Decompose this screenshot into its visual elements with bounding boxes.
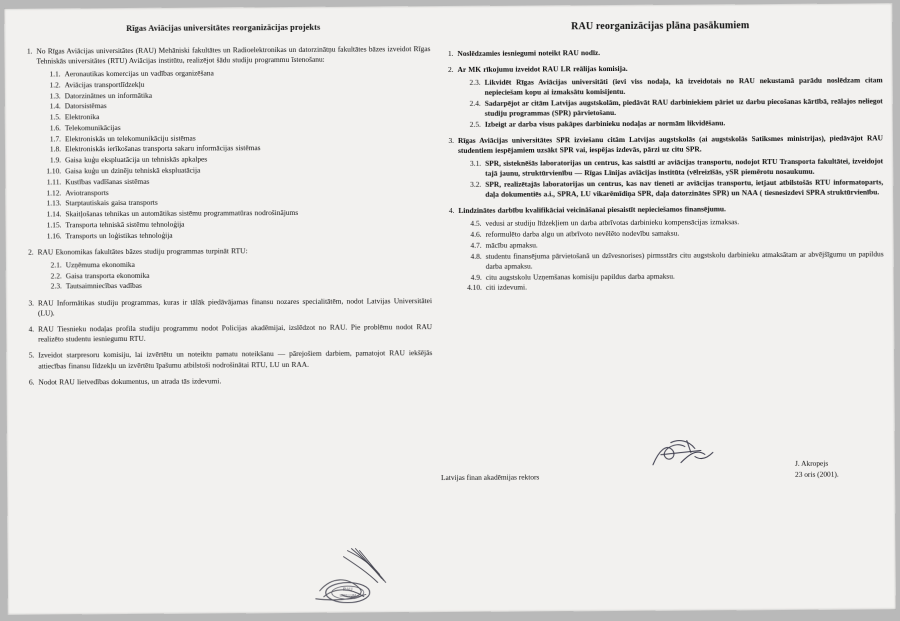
sub-list [439,216,883,293]
scanned-paper [4,3,896,614]
sub-item-text: reformulēto darba algu un atbrīvoto nevēlēto nodevību samaksu. [485,228,680,239]
list-item-text: Lindzinātes darbību kvalifikāciai veicināšanai piesaistīt nepieciešamos finansējumu. [458,204,726,216]
list-item-number: 1. [447,48,454,59]
sub-item-text: Tautsaimniecības vadības [65,281,142,291]
sub-item-text: studentu finansējuma pārvietošanā un dzīvesnorises) pirmsstārs citu augstskolu darbinieku atmaksātam ar abvējšīgumu un papildus darba apmaksu. [485,248,884,271]
list-item [438,46,882,59]
list-item [18,348,432,371]
sub-item-number: 1.13. [46,198,62,208]
sub-item-text: Izbeigt ar darba visus pakāpes darbinieku nodaļas ar normām likvidēšanu. [484,118,726,129]
sub-item-text: Aviotransports [65,187,109,198]
sub-item-number: 2.5. [469,119,481,129]
sub-item-number: 2.3. [469,77,481,87]
sub-item-text: SPR, realizētajās laboratorijas un centrus, kas nav tieneti ar aviācijas transportu, ietjaut atbilstošās RTU informatoparts, daļa dokumentiēs a.i., SPRA, LU vikarēmīdiņa SPR, daļa datorzinātes SPR) un NAA ( tiesnesizdevi SPRA struktūrvienību. [485,177,884,200]
sub-item-text: Likvidēt Rīgas Aviācijas universitāti (ievi viss nodaļa, kā izveidotais no RAU nekustamā parādu noslēdzam citam nepieciešam kopu ai izmaksātu komisijentu. [484,75,883,97]
sub-item-number: 2.2. [50,270,62,281]
list-item-number: 2. [28,247,34,257]
sub-item-number: 1.5. [49,112,61,122]
sub-item-number: 1.11. [46,177,62,187]
sub-item-text: Starptautiskais gaisa transports [65,198,158,208]
sub-list-item [18,279,432,292]
sub-item-number: 2.4. [469,98,481,108]
list-item-number: 3. [28,298,34,308]
sub-item-text: Skaitļošanas tehnikas un automātikas sistēmu programmatūras nodrošinājums [65,208,299,219]
sub-item-number: 1.8. [49,144,62,154]
list-item [439,133,883,156]
list-item-number: 5. [28,350,35,360]
list-item [18,296,432,319]
svg-text:SIGILLUM: SIGILLUM [339,593,356,598]
sub-item-text: Uzņēmuma ekonomika [65,259,135,270]
sub-item-text: Gaisa kuģu un dzinēju tehniskā ekspluatācija [65,165,201,176]
sub-item-number: 1.3. [49,90,61,100]
sub-item-text: Transporta tehniskā sistēmu tehnoloģija [65,219,185,230]
sub-item-number: 1.1. [49,69,61,79]
sub-item-number: 4.6. [470,229,482,239]
sub-item-text: Elektroniskās un telekomunikāciju sistēmas [64,133,196,144]
sub-item-text: Gaisa kuģu ekspluatācija un tehniskās apkalpes [65,154,208,165]
list-item-number: 3. [448,136,454,146]
sub-list-item [440,281,884,294]
list-item-text: Ar MK rīkojumu izveidot RAU LR reālijas komisija. [457,64,628,75]
list-item [18,245,432,258]
list-item-number: 2. [447,65,454,75]
sub-item-number: 3.1. [469,158,482,168]
list-item-text: No Rīgas Aviācijas universitātes (RAU) Mehāniski fakultātes un Radioelektronikas un datorzinātņu fakultātes bāzes izveidot Rīgas Tehniskās universitātes (RTU) Aviācijas institūtu, realizējot šādu studiju programmu īstenošanu: [36,44,431,66]
sub-list-item [18,229,432,242]
sub-list [439,156,883,200]
sub-item-number: 4.5. [470,218,482,228]
sub-item-text: Elektroniskās ierīkošanas transporta sakaru informācijas sistēmas [64,143,261,154]
signature-role-label: Latvijas finan akadēmijas rektors [441,472,540,483]
signature-name: J. Akropejs [794,458,829,468]
sub-item-number: 4.10. [467,283,482,293]
list-item-text: Izveidot starpresoru komisiju, lai izvērtētu un noteiktu pamatu noteikšanu — pārejošiem darbiem, pamatojot RAU iekšējās attiecības finansu līdzekļu un izvērtētu īpašumu atbilstoši nodrošinātai RTU, LU un RAA. [38,348,433,371]
list-item-number: 4. [28,324,35,334]
signature-block [441,457,885,482]
sub-list-item [439,177,883,200]
sub-item-text: Telekomunikācijas [64,122,121,133]
list-item [16,44,430,67]
sub-item-text: Aeronautikas komercijas un vadības organizēšana [64,68,214,79]
sub-item-number: 1.16. [46,231,62,241]
sub-list [18,258,432,292]
list-item-number: 4. [448,206,455,216]
sub-list-item [440,249,884,272]
list-item-number: 6. [28,377,35,387]
sub-item-number: 1.10. [46,166,62,176]
sub-list-item [439,156,883,179]
sub-item-text: Datorsistēmas [64,101,107,111]
sub-item-text: citi izdevumi. [485,282,527,293]
sub-item-text: vedusi ar studiju līdzekļiem un darba atbrīvotas darbinieku kompensācijas izmaksas. [485,217,740,228]
svg-text:RAU: RAU [342,586,353,592]
sub-item-text: Datorzinātnes un informātika [64,90,153,100]
sub-list-item [439,96,883,119]
list-item-text: Rīgas Aviācijas universitātes SPR izviešanu citām Latvijas augstskolās (ai augstskolās Satiksmes ministrijas), piedāvājot RAU studentiem iespējamiem uzsākt SPR vai, iespējas izdevās, pārzi uz citu SPR. [457,133,883,156]
sub-item-number: 1.9. [49,155,62,165]
sub-item-number: 3.2. [470,179,482,189]
sub-item-text: Aviācijas transportlīdzekļu [64,79,145,90]
handwritten-signature-icon [641,436,731,471]
sub-item-number: 1.12. [46,188,62,198]
sub-item-number: 1.2. [49,80,61,90]
sub-item-number: 2.1. [50,260,62,270]
list-item [439,204,883,217]
sub-list-item [439,117,883,130]
sub-item-number: 1.14. [46,209,62,219]
sub-item-text: Elektronika [64,112,100,122]
signature-date: 23 oris (2001). [794,469,839,479]
sub-list [17,67,432,242]
stamp-and-signature-icon [307,546,437,607]
sub-item-number: 4.9. [470,272,482,282]
sub-item-number: 2.3. [50,281,62,291]
paper-content [4,3,896,614]
sub-item-text: SPR, sisteknēšās laboratorijas un centrus, kas saistīti ar aviācijas transportu, nodojot RTU Transporta fakultātei, izveidojot tajā jaunu, struktūrvienību — Rīgas Līnijas aviācijas institūta (vēlreizīšās, ySR piemērotu nosaukumu. [485,156,884,179]
list-item-text: RAU Tiesnieku nodaļas profila studiju programmu nodot Policijas akadēmijai, izslēdzot no RAU. Pie problēmu nodot RAU realizēto studentu iesniegumu RTU. [38,322,433,344]
list-item-text: RAU Ekonomikas fakultātes bāzes studiju programmas turpināt RTU: [37,246,248,257]
list-item [439,63,883,76]
sub-item-text: Kustības vadīšanas sistēmas [65,176,150,187]
right-column [438,19,884,294]
list-item-number: 1. [26,46,33,56]
sub-item-number: 1.15. [46,220,62,230]
sub-item-number: 4.8. [470,251,482,261]
sub-item-text: Sadarpējot ar citām Latvijas augstskolām, piedāvāt RAU darbiniekiem pāriet uz darbu piecošanas kārtībā, reālajos neliegot studiju programmas (SPR) pārvietošanu. [484,96,883,118]
sub-list [439,75,883,130]
left-document-title: Rīgas Aviācijas universitātes reorganizācijas projekts [126,22,321,33]
sub-item-number: 4.7. [470,240,482,250]
list-item-text: RAU Informātikas studiju programmas, kuras ir tālāk piedāvājamas finansu nozares specialitātēm, nodot Latvijas Universitātei (LU). [37,295,432,318]
left-column [16,22,432,390]
list-item [18,322,432,345]
sub-list-item [439,75,883,98]
sub-item-number: 1.6. [49,123,61,133]
sub-item-number: 1.4. [49,101,61,111]
list-item-text: Nodot RAU lietvedības dokumentus, un atrada tās izdevumi. [38,376,222,387]
sub-item-text: Gaisa transporta ekonomika [65,270,150,280]
sub-item-number: 1.7. [49,134,61,144]
list-item-text: Noslēdzamies iesniegumi noteikt RAU nodīz. [457,48,601,58]
sub-item-text: mācību apmaksu. [485,240,538,250]
sub-item-text: Transports un loģistikas tehnoloģija [65,230,173,241]
list-item [18,375,432,388]
sub-item-text: citu augstskolu Uzņemšanas komisiju papildus darba apmaksu. [485,271,675,282]
right-document-title: RAU reorganizācijas plāna pasākumiem [571,20,750,33]
